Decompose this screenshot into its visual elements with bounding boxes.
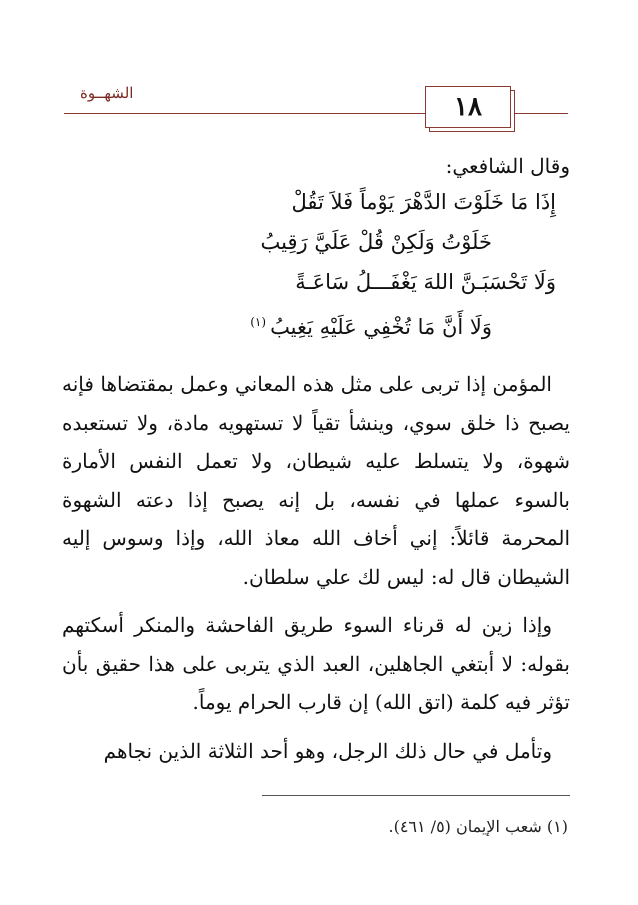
main-content	[62, 150, 570, 770]
footnote-separator	[262, 795, 570, 796]
running-header-title: الشهــوة	[80, 84, 134, 102]
poem-line	[62, 302, 570, 347]
page-number: ١٨	[454, 92, 482, 122]
poem-intro: وقال الشافعي:	[445, 154, 570, 178]
footnote-reference[interactable]: (١)	[250, 315, 267, 329]
poem-line-text: وَلَا أَنَّ مَا تُخْفِي عَلَيْهِ يَغِيبُ	[270, 315, 492, 339]
footnote: (١) شعب الإيمان (٥/ ٤٦١).	[388, 817, 568, 836]
poem	[62, 182, 570, 347]
body-paragraph: وتأمل في حال ذلك الرجل، وهو أحد الثلاثة الذين نجاهم	[103, 738, 552, 763]
poem-line: خَلَوْتُ وَلَكِنْ قُلْ عَلَيَّ رَقِيبُ	[260, 230, 492, 254]
poem-line: وَلَا تَحْسَبَـنَّ اللهَ يَغْفَـــلُ سَاعَـةً	[295, 270, 556, 294]
poem-line: إِذَا مَا خَلَوْتَ الدَّهْرَ يَوْماً فَلاَ تَقُلْ	[291, 190, 556, 214]
body-paragraph: المؤمن إذا تربى على مثل هذه المعاني وعمل بمقتضاها فإنه يصبح ذا خلق سوي، وينشأ تقياً لا تستهويه مادة، ولا تستعبده شهوة، ولا يتسلط عليه شيطان، ولا تعمل النفس الأمارة بالسوء عملها في نفسه، بل إنه يصبح إذا دعته الشهوة المحرمة قائلاً: إني أخاف الله معاذ الله، وإذا وسوس إليه الشيطان قال له: ليس لك علي سلطان.	[62, 372, 570, 589]
body-paragraph: وإذا زين له قرناء السوء طريق الفاحشة والمنكر أسكتهم بقوله: لا أبتغي الجاهلين، العبد الذي يتربى على هذا حقيق بأن تؤثر فيه كلمة (اتق الله) إن قارب الحرام يوماً.	[62, 613, 570, 714]
page-number-box	[425, 86, 511, 128]
